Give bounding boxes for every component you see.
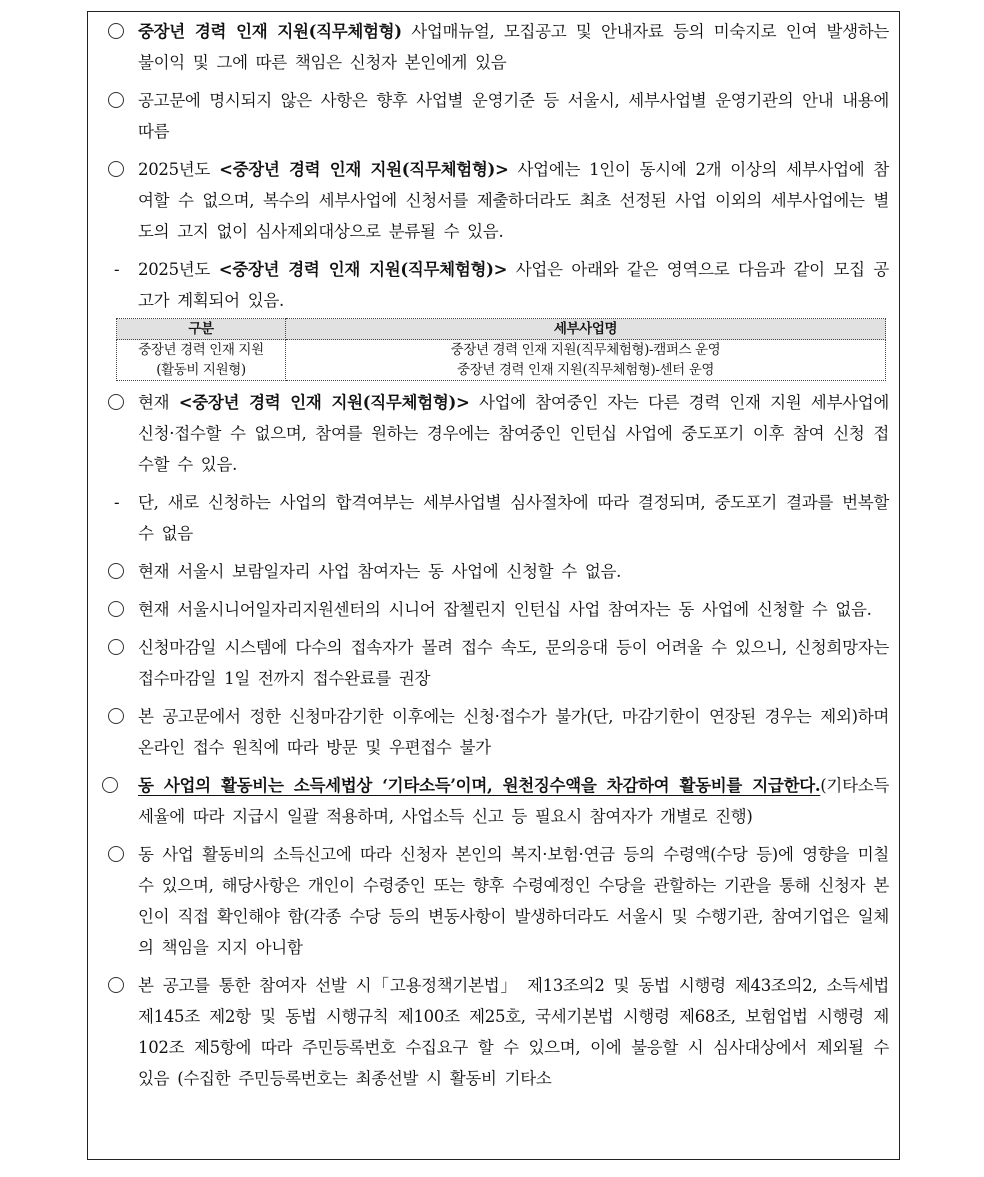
circle-bullet-icon <box>108 601 124 617</box>
table-cell-category: 중장년 경력 인재 지원 (활동비 지원형) <box>117 340 286 381</box>
notice-item-important: 동 사업의 활동비는 소득세법상 ‘기타소득’이며, 원천징수액을 차감하여 활동비를 지급한다.(기타소득세율에 따라 지급시 일괄 적용하며, 사업소득 신고 등 필요시 참여자가 개별로 진행) <box>88 770 899 832</box>
notice-item: 현재 서울시니어일자리지원센터의 시니어 잡첼린지 인턴십 사업 참여자는 동 사업에 신청할 수 없음. <box>88 594 899 625</box>
circle-bullet-icon <box>108 977 124 993</box>
circle-bullet-icon <box>108 563 124 579</box>
dash-bullet: - <box>114 260 120 279</box>
notice-item: 본 공고문에서 정한 신청마감기한 이후에는 신청·접수가 불가(단, 마감기한이 연장된 경우는 제외)하며 온라인 접수 원칙에 따라 방문 및 우편접수 불가 <box>88 701 899 763</box>
program-name: 중장년 경력 인재 지원(직무체험형) <box>138 22 402 41</box>
program-name: <중장년 경력 인재 지원(직무체험형)> <box>218 260 508 279</box>
circle-bullet-icon <box>108 394 124 410</box>
notice-item: 현재 서울시 보람일자리 사업 참여자는 동 사업에 신청할 수 없음. <box>88 556 899 587</box>
notice-item: 동 사업 활동비의 소득신고에 따라 신청자 본인의 복지·보험·연금 등의 수령액(수당 등)에 영향을 미칠 수 있으며, 해당사항은 개인이 수령중인 또는 향후 수령예정인 수당을 관할하는 기관을 통해 신청자 본인이 직접 확인해야 함(각종 수당 등의 변동사항이 발생하더라도 서울시 및 수행기관, 참여기업은 일체의 책임을 지지 아니함 <box>88 839 899 963</box>
circle-bullet-icon <box>108 846 124 862</box>
table-header-program: 세부사업명 <box>286 319 886 340</box>
table-cell-programs: 중장년 경력 인재 지원(직무체험형)-캠퍼스 운영 중장년 경력 인재 지원(직무체험형)-센터 운영 <box>286 340 886 381</box>
notice-item: 본 공고를 통한 참여자 선발 시「고용정책기본법」 제13조의2 및 동법 시행령 제43조의2, 소득세법 제145조 제2항 및 동법 시행규칙 제100조 제25호, 국세기본법 시행령 제68조, 보험업법 시행령 제102조 제5항에 따라 주민등록번호 수집요구 할 수 있으며, 이에 불응할 시 심사대상에서 제외될 수 있음 (수집한 주민등록번호는 최종선발 시 활동비 기타소 <box>88 970 899 1094</box>
dash-bullet: - <box>114 493 120 512</box>
program-table <box>116 318 886 381</box>
notice-item: 중장년 경력 인재 지원(직무체험형) 사업매뉴얼, 모집공고 및 안내자료 등의 미숙지로 인여 발생하는 불이익 및 그에 따른 책임은 신청자 본인에게 있음 <box>88 16 899 78</box>
program-name: <중장년 경력 인재 지원(직무체험형)> <box>219 160 509 179</box>
circle-bullet-icon <box>108 639 124 655</box>
circle-bullet-icon <box>108 161 124 177</box>
notice-item: 현재 <중장년 경력 인재 지원(직무체험형)> 사업에 참여중인 자는 다른 경력 인재 지원 세부사업에 신청·접수할 수 없으며, 참여를 원하는 경우에는 참여중인 인턴십 사업에 중도포기 이후 참여 신청 접수할 수 있음. <box>88 387 899 480</box>
table-header-category: 구분 <box>117 319 286 340</box>
notice-item: 공고문에 명시되지 않은 사항은 향후 사업별 운영기준 등 서울시, 세부사업별 운영기관의 안내 내용에 따름 <box>88 85 899 147</box>
important-statement: 동 사업의 활동비는 소득세법상 ‘기타소득’이며, 원천징수액을 차감하여 활동비를 지급한다. <box>138 776 821 795</box>
program-name: <중장년 경력 인재 지원(직무체험형)> <box>178 393 470 412</box>
notice-subitem: - 2025년도 <중장년 경력 인재 지원(직무체험형)> 사업은 아래와 같은 영역으로 다음과 같이 모집 공고가 계획되어 있음. <box>88 254 899 316</box>
notice-item: 신청마감일 시스템에 다수의 접속자가 몰려 접수 속도, 문의응대 등이 어려울 수 있으니, 신청희망자는 접수마감일 1일 전까지 접수완료를 권장 <box>88 632 899 694</box>
notice-subitem: - 단, 새로 신청하는 사업의 합격여부는 세부사업별 심사절차에 따라 결정되며, 중도포기 결과를 번복할 수 없음 <box>88 487 899 549</box>
notice-document <box>87 11 900 1160</box>
circle-bullet-icon <box>108 23 124 39</box>
circle-bullet-icon <box>108 92 124 108</box>
circle-bullet-icon <box>108 708 124 724</box>
circle-bullet-icon <box>102 777 118 793</box>
table-row <box>117 340 886 381</box>
notice-item: 2025년도 <중장년 경력 인재 지원(직무체험형)> 사업에는 1인이 동시에 2개 이상의 세부사업에 참여할 수 없으며, 복수의 세부사업에 신청서를 제출하더라도 최초 선정된 사업 이외의 세부사업에는 별도의 고지 없이 심사제외대상으로 분류될 수 있음. <box>88 154 899 247</box>
